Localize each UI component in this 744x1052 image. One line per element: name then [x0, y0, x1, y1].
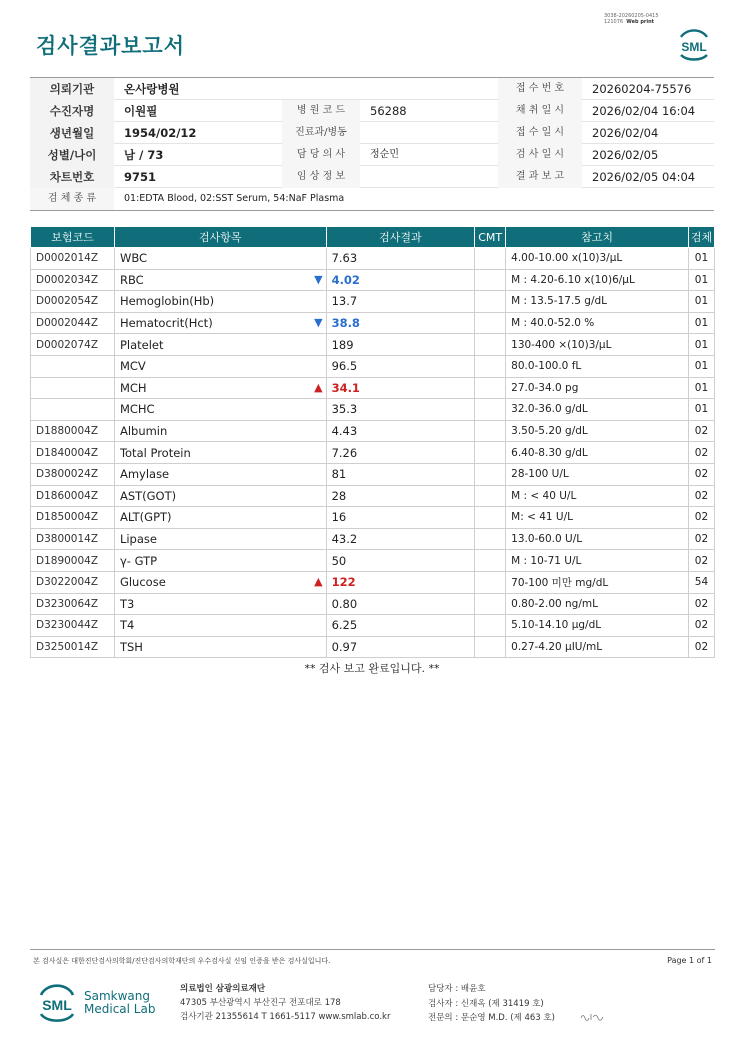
cmt-cell [475, 399, 506, 421]
cmt-cell [475, 550, 506, 572]
org-address: 47305 부산광역시 부산진구 전포대로 178 [180, 998, 341, 1008]
reference-range-cell: 5.10-14.10 μg/dL [506, 615, 689, 637]
specimen-cell: 01 [688, 399, 714, 421]
page-title: 검사결과보고서 [36, 34, 186, 58]
chart-value: 9751 [124, 169, 157, 184]
reference-range-cell: M : < 40 U/L [506, 485, 689, 507]
cmt-cell [475, 442, 506, 464]
result-cell: 43.2 [326, 528, 475, 550]
test-name: T4 [119, 618, 135, 633]
org-contact: 검사기관 21355614 T 1661-5117 www.smlab.co.kr [180, 1012, 391, 1022]
specimen-cell: 01 [688, 312, 714, 334]
tested-label: 검 사 일 시 [498, 144, 582, 166]
insurance-code-cell: D1880004Z [31, 420, 115, 442]
reference-range-cell: M : 40.0-52.0 % [506, 312, 689, 334]
cmt-cell [475, 615, 506, 637]
staff-tester: 검사자 : 신재옥 (제 31419 호) [428, 998, 544, 1009]
cmt-cell [475, 355, 506, 377]
test-name: γ- GTP [119, 553, 158, 568]
test-name-cell [114, 593, 326, 615]
insurance-code-cell: D3800014Z [31, 528, 115, 550]
table-row [31, 248, 715, 270]
cmt-cell [475, 269, 506, 291]
test-name-cell [114, 485, 326, 507]
table-row [31, 550, 715, 572]
table-row [31, 442, 715, 464]
dept-value [360, 122, 498, 144]
cmt-cell [475, 248, 506, 270]
table-header-row [31, 227, 715, 248]
specimen-cell: 02 [688, 593, 714, 615]
table-row [31, 463, 715, 485]
reference-range-cell: M : 13.5-17.5 g/dL [506, 291, 689, 313]
reference-range-cell: 70-100 미만 mg/dL [506, 571, 689, 593]
test-name: ALT(GPT) [119, 510, 172, 525]
test-name-cell [114, 399, 326, 421]
test-name-cell [114, 463, 326, 485]
specimen-cell: 01 [688, 291, 714, 313]
insurance-code-cell: D1840004Z [31, 442, 115, 464]
low-flag-icon: ▼ [314, 272, 323, 286]
result-cell: 4.43 [326, 420, 475, 442]
specimen-value: 01:EDTA Blood, 02:SST Serum, 54:NaF Plasma [124, 193, 345, 204]
result-cell: 7.63 [326, 248, 475, 270]
test-name-cell [114, 355, 326, 377]
organization-info [180, 982, 390, 1024]
print-meta-line2: 121076 Web print [604, 19, 655, 25]
insurance-code-cell: D0002044Z [31, 312, 115, 334]
reference-range-cell: 6.40-8.30 g/dL [506, 442, 689, 464]
org-name: 의료법인 삼광의료재단 [180, 984, 266, 994]
insurance-code-cell: D3022004Z [31, 571, 115, 593]
dept-label: 진료과/병동 [282, 122, 360, 144]
test-name: Lipase [119, 532, 157, 547]
test-name: Albumin [119, 424, 168, 439]
insurance-code-cell: D0002014Z [31, 248, 115, 270]
cmt-cell [475, 334, 506, 356]
patient-info [30, 77, 714, 211]
doctor-label: 담 당 의 사 [282, 144, 360, 166]
test-name: RBC [119, 272, 144, 287]
print-meta-line1: 3038-20260205-0415 [604, 13, 659, 19]
chart-label: 차트번호 [30, 166, 114, 188]
test-name: AST(GOT) [119, 488, 177, 503]
result-cell: 50 [326, 550, 475, 572]
info-row-6 [30, 188, 714, 210]
test-name: Amylase [119, 467, 170, 482]
result-cell: 189 [326, 334, 475, 356]
footer-divider [30, 949, 715, 950]
tested-value: 2026/02/05 [592, 147, 659, 162]
results-body [31, 248, 715, 658]
signature-icon [580, 1012, 604, 1022]
specimen-cell: 01 [688, 269, 714, 291]
insurance-code-cell: D3230044Z [31, 615, 115, 637]
table-row [31, 507, 715, 529]
results-table [30, 226, 715, 658]
cmt-cell [475, 593, 506, 615]
birth-label: 생년월일 [30, 122, 114, 144]
col-header-test: 검사항목 [114, 227, 326, 248]
test-name-cell [114, 636, 326, 658]
reference-range-cell: 0.27-4.20 μIU/mL [506, 636, 689, 658]
result-cell: 0.97 [326, 636, 475, 658]
result-cell: 7.26 [326, 442, 475, 464]
sex-age-value: 남 / 73 [124, 147, 164, 162]
specimen-cell: 01 [688, 334, 714, 356]
insurance-code-cell: D1860004Z [31, 485, 115, 507]
info-row-3 [30, 122, 714, 144]
received-label: 접 수 일 시 [498, 122, 582, 144]
result-cell: 96.5 [326, 355, 475, 377]
insurance-code-cell: D1890004Z [31, 550, 115, 572]
reported-value: 2026/02/05 04:04 [592, 169, 696, 184]
table-row [31, 291, 715, 313]
reference-range-cell: 13.0-60.0 U/L [506, 528, 689, 550]
reference-range-cell: 28-100 U/L [506, 463, 689, 485]
insurance-code-cell [31, 355, 115, 377]
insurance-code-cell: D1850004Z [31, 507, 115, 529]
reference-range-cell: M : 4.20-6.10 x(10)6/μL [506, 269, 689, 291]
specimen-cell: 02 [688, 528, 714, 550]
doctor-value: 정순민 [370, 148, 399, 160]
table-row [31, 312, 715, 334]
test-name: MCV [119, 359, 146, 374]
cmt-cell [475, 377, 506, 399]
cmt-cell [475, 485, 506, 507]
receipt-no-label: 접 수 번 호 [498, 78, 582, 100]
result-cell: 81 [326, 463, 475, 485]
table-row [31, 269, 715, 291]
table-row [31, 420, 715, 442]
cmt-cell [475, 420, 506, 442]
specimen-cell: 01 [688, 248, 714, 270]
brand-name [84, 990, 155, 1016]
birth-value: 1954/02/12 [124, 125, 197, 140]
test-name-cell [114, 248, 326, 270]
result-cell: 16 [326, 507, 475, 529]
sml-logo-icon [676, 28, 712, 62]
table-row [31, 377, 715, 399]
sml-footer-logo-icon [36, 984, 78, 1022]
test-name: MCH [119, 380, 147, 395]
hospital-value: 온사랑병원 [124, 81, 180, 96]
hosp-code-label: 병 원 코 드 [282, 100, 360, 122]
result-cell: 122 [326, 571, 475, 593]
brand-line1: Samkwang [84, 989, 150, 1003]
result-cell: 4.02 [326, 269, 475, 291]
table-row [31, 528, 715, 550]
cmt-cell [475, 528, 506, 550]
test-name-cell [114, 420, 326, 442]
test-name: MCHC [119, 402, 155, 417]
table-row [31, 399, 715, 421]
insurance-code-cell [31, 399, 115, 421]
specimen-cell: 02 [688, 507, 714, 529]
clinical-label: 임 상 정 보 [282, 166, 360, 188]
sml-footer-logo-text: SML [42, 997, 72, 1013]
insurance-code-cell: D0002054Z [31, 291, 115, 313]
col-header-result: 검사결과 [326, 227, 475, 248]
hosp-code-value: 56288 [370, 103, 407, 118]
reference-range-cell: 3.50-5.20 g/dL [506, 420, 689, 442]
reference-range-cell: 32.0-36.0 g/dL [506, 399, 689, 421]
patient-value: 이원필 [124, 103, 158, 118]
result-cell: 13.7 [326, 291, 475, 313]
sex-age-label: 성별/나이 [30, 144, 114, 166]
specimen-cell: 02 [688, 485, 714, 507]
cmt-cell [475, 463, 506, 485]
reference-range-cell: 0.80-2.00 ng/mL [506, 593, 689, 615]
cmt-cell [475, 291, 506, 313]
info-row-4 [30, 144, 714, 166]
sml-logo-text: SML [681, 40, 707, 54]
specimen-cell: 02 [688, 420, 714, 442]
low-flag-icon: ▼ [314, 315, 323, 329]
cmt-cell [475, 312, 506, 334]
table-row [31, 615, 715, 637]
col-header-ref: 참고치 [506, 227, 689, 248]
high-flag-icon: ▲ [314, 380, 323, 394]
test-name-cell [114, 442, 326, 464]
reference-range-cell: M: < 41 U/L [506, 507, 689, 529]
specimen-cell: 54 [688, 571, 714, 593]
info-row-1 [30, 78, 714, 100]
result-cell: 0.80 [326, 593, 475, 615]
specimen-cell: 01 [688, 355, 714, 377]
page-number: Page 1 of 1 [667, 956, 712, 965]
test-name: Glucose [119, 575, 166, 590]
insurance-code-cell: D3250014Z [31, 636, 115, 658]
test-name-cell [114, 312, 326, 334]
receipt-no-value: 20260204-75576 [592, 81, 692, 96]
received-value: 2026/02/04 [592, 125, 659, 140]
insurance-code-cell: D3230064Z [31, 593, 115, 615]
test-name: WBC [119, 251, 148, 266]
insurance-code-cell [31, 377, 115, 399]
collected-value: 2026/02/04 16:04 [592, 103, 696, 118]
completion-note: ** 검사 보고 완료입니다. ** [304, 662, 440, 675]
staff-specialist: 전문의 : 문순영 M.D. (제 463 호) [428, 1013, 555, 1023]
insurance-code-cell: D0002034Z [31, 269, 115, 291]
result-cell: 38.8 [326, 312, 475, 334]
patient-label: 수진자명 [30, 100, 114, 122]
test-name: Hemoglobin(Hb) [119, 294, 215, 309]
test-name-cell [114, 528, 326, 550]
info-row-2 [30, 100, 714, 122]
test-name: TSH [119, 639, 143, 654]
cmt-cell [475, 507, 506, 529]
test-name-cell [114, 550, 326, 572]
test-name: Platelet [119, 337, 164, 352]
col-header-specimen: 검체 [688, 227, 714, 248]
staff-info [428, 982, 555, 1026]
test-name-cell [114, 377, 326, 399]
specimen-cell: 01 [688, 377, 714, 399]
reported-label: 결 과 보 고 [498, 166, 582, 188]
insurance-code-cell: D0002074Z [31, 334, 115, 356]
table-row [31, 334, 715, 356]
test-name: T3 [119, 596, 135, 611]
reference-range-cell: 80.0-100.0 fL [506, 355, 689, 377]
specimen-cell: 02 [688, 550, 714, 572]
table-row [31, 485, 715, 507]
test-name-cell [114, 291, 326, 313]
high-flag-icon: ▲ [314, 574, 323, 588]
table-row [31, 571, 715, 593]
result-cell: 34.1 [326, 377, 475, 399]
info-row-5 [30, 166, 714, 188]
specimen-cell: 02 [688, 636, 714, 658]
cmt-cell [475, 636, 506, 658]
specimen-label: 검 체 종 류 [30, 188, 114, 210]
clinical-value [360, 166, 498, 188]
collected-label: 채 취 일 시 [498, 100, 582, 122]
test-name-cell [114, 507, 326, 529]
table-row [31, 593, 715, 615]
certification-note: 본 검사실은 대한진단검사의학회/진단검사의학재단의 우수검사실 신임 인증을 받은 검사실입니다. [33, 957, 331, 965]
specimen-cell: 02 [688, 615, 714, 637]
specimen-cell: 02 [688, 442, 714, 464]
reference-range-cell: 27.0-34.0 pg [506, 377, 689, 399]
brand-line2: Medical Lab [84, 1002, 156, 1016]
insurance-code-cell: D3800024Z [31, 463, 115, 485]
test-name-cell [114, 269, 326, 291]
test-name-cell [114, 571, 326, 593]
table-row [31, 355, 715, 377]
staff-manager: 담당자 : 배윤호 [428, 984, 486, 994]
table-row [31, 636, 715, 658]
test-name: Total Protein [119, 445, 191, 460]
cmt-cell [475, 571, 506, 593]
col-header-cmt: CMT [475, 227, 506, 248]
result-cell: 6.25 [326, 615, 475, 637]
result-cell: 35.3 [326, 399, 475, 421]
result-cell: 28 [326, 485, 475, 507]
specimen-cell: 02 [688, 463, 714, 485]
test-name-cell [114, 334, 326, 356]
hospital-label: 의뢰기관 [30, 78, 114, 100]
reference-range-cell: 130-400 ×(10)3/μL [506, 334, 689, 356]
print-meta [604, 13, 659, 25]
col-header-code: 보험코드 [31, 227, 115, 248]
reference-range-cell: M : 10-71 U/L [506, 550, 689, 572]
test-name: Hematocrit(Hct) [119, 316, 213, 331]
test-name-cell [114, 615, 326, 637]
reference-range-cell: 4.00-10.00 x(10)3/μL [506, 248, 689, 270]
